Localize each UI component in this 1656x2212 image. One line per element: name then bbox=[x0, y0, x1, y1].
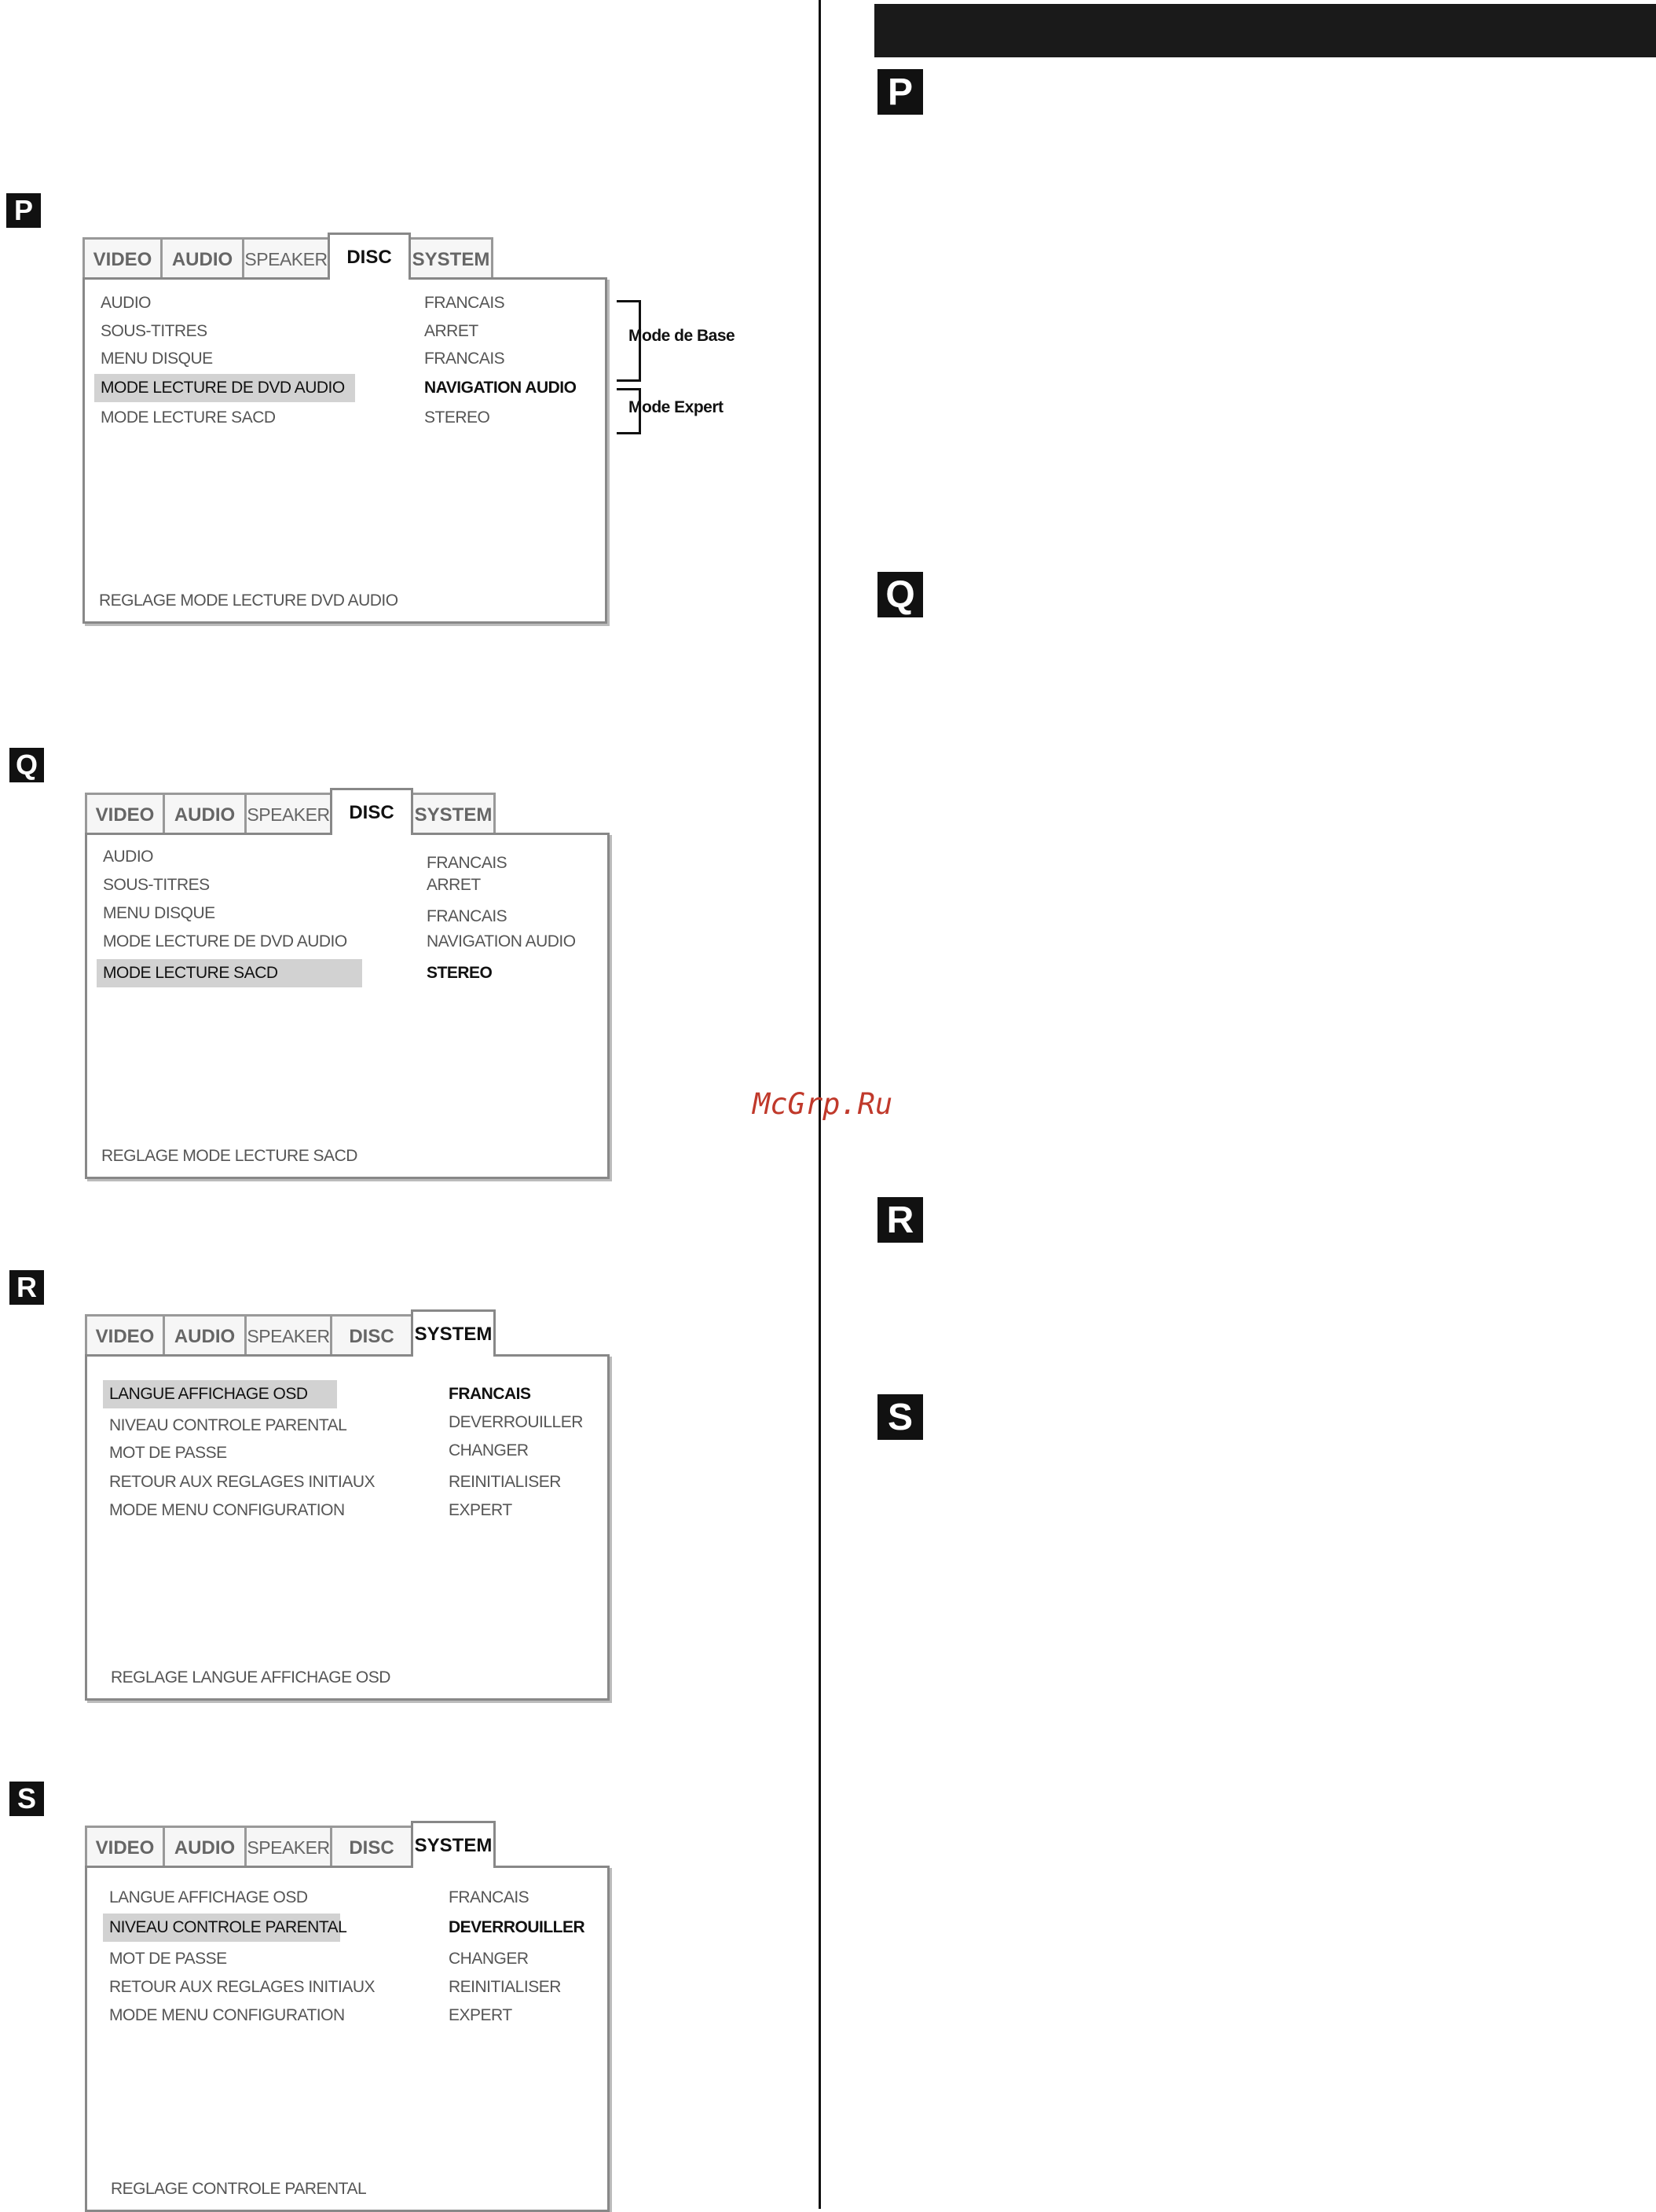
menu-row[interactable] bbox=[94, 317, 595, 346]
row-label: NIVEAU CONTROLE PARENTAL bbox=[109, 1918, 347, 1936]
row-label: MODE LECTURE DE DVD AUDIO bbox=[103, 932, 347, 950]
menu-row-selected[interactable] bbox=[94, 374, 595, 402]
section-letter-p: P bbox=[6, 193, 41, 228]
section-letter-s: S bbox=[9, 1782, 44, 1816]
menu-row[interactable] bbox=[97, 871, 598, 899]
bracket-expert-label: Mode Expert bbox=[628, 398, 724, 416]
section-letter-p-right: P bbox=[877, 69, 923, 115]
menu-footer: REGLAGE MODE LECTURE DVD AUDIO bbox=[99, 591, 398, 610]
row-label: SOUS-TITRES bbox=[103, 876, 210, 894]
tab-audio[interactable]: AUDIO bbox=[160, 237, 244, 280]
row-label: MOT DE PASSE bbox=[109, 1950, 227, 1968]
menu-row[interactable] bbox=[103, 1884, 598, 1912]
row-label: MODE MENU CONFIGURATION bbox=[109, 1501, 345, 1519]
tab-audio[interactable]: AUDIO bbox=[163, 1826, 247, 1868]
header-bar bbox=[874, 4, 1656, 57]
row-value: NAVIGATION AUDIO bbox=[427, 932, 576, 950]
menu-row[interactable] bbox=[94, 404, 595, 432]
row-value: FRANCAIS bbox=[427, 907, 507, 925]
tab-video[interactable]: VIDEO bbox=[85, 1314, 165, 1357]
tab-bar bbox=[85, 1309, 493, 1357]
row-value: STEREO bbox=[427, 964, 493, 982]
row-value: EXPERT bbox=[449, 1501, 512, 1519]
row-value: REINITIALISER bbox=[449, 1978, 561, 1996]
watermark-text: McGrp.Ru bbox=[753, 1087, 893, 1121]
menu-footer: REGLAGE LANGUE AFFICHAGE OSD bbox=[111, 1668, 390, 1686]
row-label: LANGUE AFFICHAGE OSD bbox=[109, 1385, 308, 1403]
row-value: CHANGER bbox=[449, 1950, 529, 1968]
system-menu-r bbox=[85, 1309, 610, 1701]
tab-bar bbox=[82, 233, 491, 280]
tab-video[interactable]: VIDEO bbox=[85, 793, 165, 835]
row-label: MOT DE PASSE bbox=[109, 1444, 227, 1462]
section-letter-q-right: Q bbox=[877, 572, 923, 617]
row-value: ARRET bbox=[427, 876, 481, 894]
menu-row[interactable] bbox=[103, 2001, 598, 2030]
menu-row[interactable] bbox=[103, 1412, 598, 1440]
menu-row-selected[interactable] bbox=[103, 1380, 598, 1408]
tab-system[interactable]: SYSTEM bbox=[409, 237, 493, 280]
tab-system[interactable]: SYSTEM bbox=[411, 1309, 496, 1357]
system-menu-s bbox=[85, 1821, 610, 2212]
row-label: AUDIO bbox=[103, 848, 154, 866]
menu-panel bbox=[82, 277, 607, 624]
tab-speaker[interactable]: SPEAKER bbox=[244, 793, 332, 835]
tab-bar bbox=[85, 788, 493, 835]
menu-row[interactable] bbox=[103, 1468, 598, 1496]
section-letter-r: R bbox=[9, 1270, 44, 1305]
row-label: SOUS-TITRES bbox=[101, 322, 207, 340]
tab-disc[interactable]: DISC bbox=[328, 233, 411, 280]
row-value: STEREO bbox=[424, 408, 490, 427]
menu-row[interactable] bbox=[97, 899, 598, 928]
menu-row[interactable] bbox=[97, 928, 598, 956]
menu-row[interactable] bbox=[94, 345, 595, 373]
row-label: LANGUE AFFICHAGE OSD bbox=[109, 1888, 308, 1906]
menu-row[interactable] bbox=[103, 1945, 598, 1973]
row-value: EXPERT bbox=[449, 2006, 512, 2024]
menu-row[interactable] bbox=[103, 1973, 598, 2001]
menu-panel bbox=[85, 1866, 610, 2212]
tab-speaker[interactable]: SPEAKER bbox=[244, 1314, 332, 1357]
row-value: FRANCAIS bbox=[449, 1385, 531, 1403]
menu-row[interactable] bbox=[97, 843, 598, 871]
bracket-base-label: Mode de Base bbox=[628, 327, 735, 345]
tab-speaker[interactable]: SPEAKER bbox=[244, 1826, 332, 1868]
menu-footer: REGLAGE CONTROLE PARENTAL bbox=[111, 2180, 367, 2198]
row-value: REINITIALISER bbox=[449, 1473, 561, 1491]
section-letter-q: Q bbox=[9, 748, 44, 782]
menu-row-selected[interactable] bbox=[103, 1914, 598, 1942]
menu-footer: REGLAGE MODE LECTURE SACD bbox=[101, 1147, 357, 1165]
tab-speaker[interactable]: SPEAKER bbox=[242, 237, 330, 280]
row-value: NAVIGATION AUDIO bbox=[424, 379, 577, 397]
row-label: MODE LECTURE DE DVD AUDIO bbox=[101, 379, 345, 397]
row-value: ARRET bbox=[424, 322, 478, 340]
menu-panel bbox=[85, 833, 610, 1179]
row-label: MODE LECTURE SACD bbox=[103, 964, 278, 982]
menu-panel bbox=[85, 1354, 610, 1701]
row-label: MENU DISQUE bbox=[103, 904, 215, 922]
disc-menu-q bbox=[85, 788, 610, 1179]
row-label: MENU DISQUE bbox=[101, 350, 213, 368]
row-label: MODE LECTURE SACD bbox=[101, 408, 276, 427]
row-value: CHANGER bbox=[449, 1441, 529, 1459]
row-label: MODE MENU CONFIGURATION bbox=[109, 2006, 345, 2024]
tab-audio[interactable]: AUDIO bbox=[163, 1314, 247, 1357]
row-value: FRANCAIS bbox=[427, 854, 507, 872]
tab-disc[interactable]: DISC bbox=[330, 788, 413, 835]
row-label: NIVEAU CONTROLE PARENTAL bbox=[109, 1416, 347, 1434]
tab-video[interactable]: VIDEO bbox=[82, 237, 163, 280]
tab-system[interactable]: SYSTEM bbox=[411, 793, 496, 835]
row-value: FRANCAIS bbox=[424, 294, 505, 312]
tab-bar bbox=[85, 1821, 493, 1868]
row-label: AUDIO bbox=[101, 294, 152, 312]
tab-system[interactable]: SYSTEM bbox=[411, 1821, 496, 1868]
menu-row[interactable] bbox=[103, 1496, 598, 1525]
menu-row[interactable] bbox=[103, 1439, 598, 1467]
tab-video[interactable]: VIDEO bbox=[85, 1826, 165, 1868]
disc-menu-p bbox=[82, 233, 607, 624]
tab-disc[interactable]: DISC bbox=[330, 1826, 413, 1868]
tab-audio[interactable]: AUDIO bbox=[163, 793, 247, 835]
section-letter-r-right: R bbox=[877, 1197, 923, 1243]
section-letter-s-right: S bbox=[877, 1394, 923, 1440]
row-label: RETOUR AUX REGLAGES INITIAUX bbox=[109, 1473, 376, 1491]
row-value: DEVERROUILLER bbox=[449, 1918, 585, 1936]
row-value: DEVERROUILLER bbox=[449, 1413, 583, 1431]
menu-row-selected[interactable] bbox=[97, 959, 598, 987]
row-label: RETOUR AUX REGLAGES INITIAUX bbox=[109, 1978, 376, 1996]
row-value: FRANCAIS bbox=[449, 1888, 529, 1906]
row-value: FRANCAIS bbox=[424, 350, 505, 368]
tab-disc[interactable]: DISC bbox=[330, 1314, 413, 1357]
menu-row[interactable] bbox=[94, 289, 595, 317]
